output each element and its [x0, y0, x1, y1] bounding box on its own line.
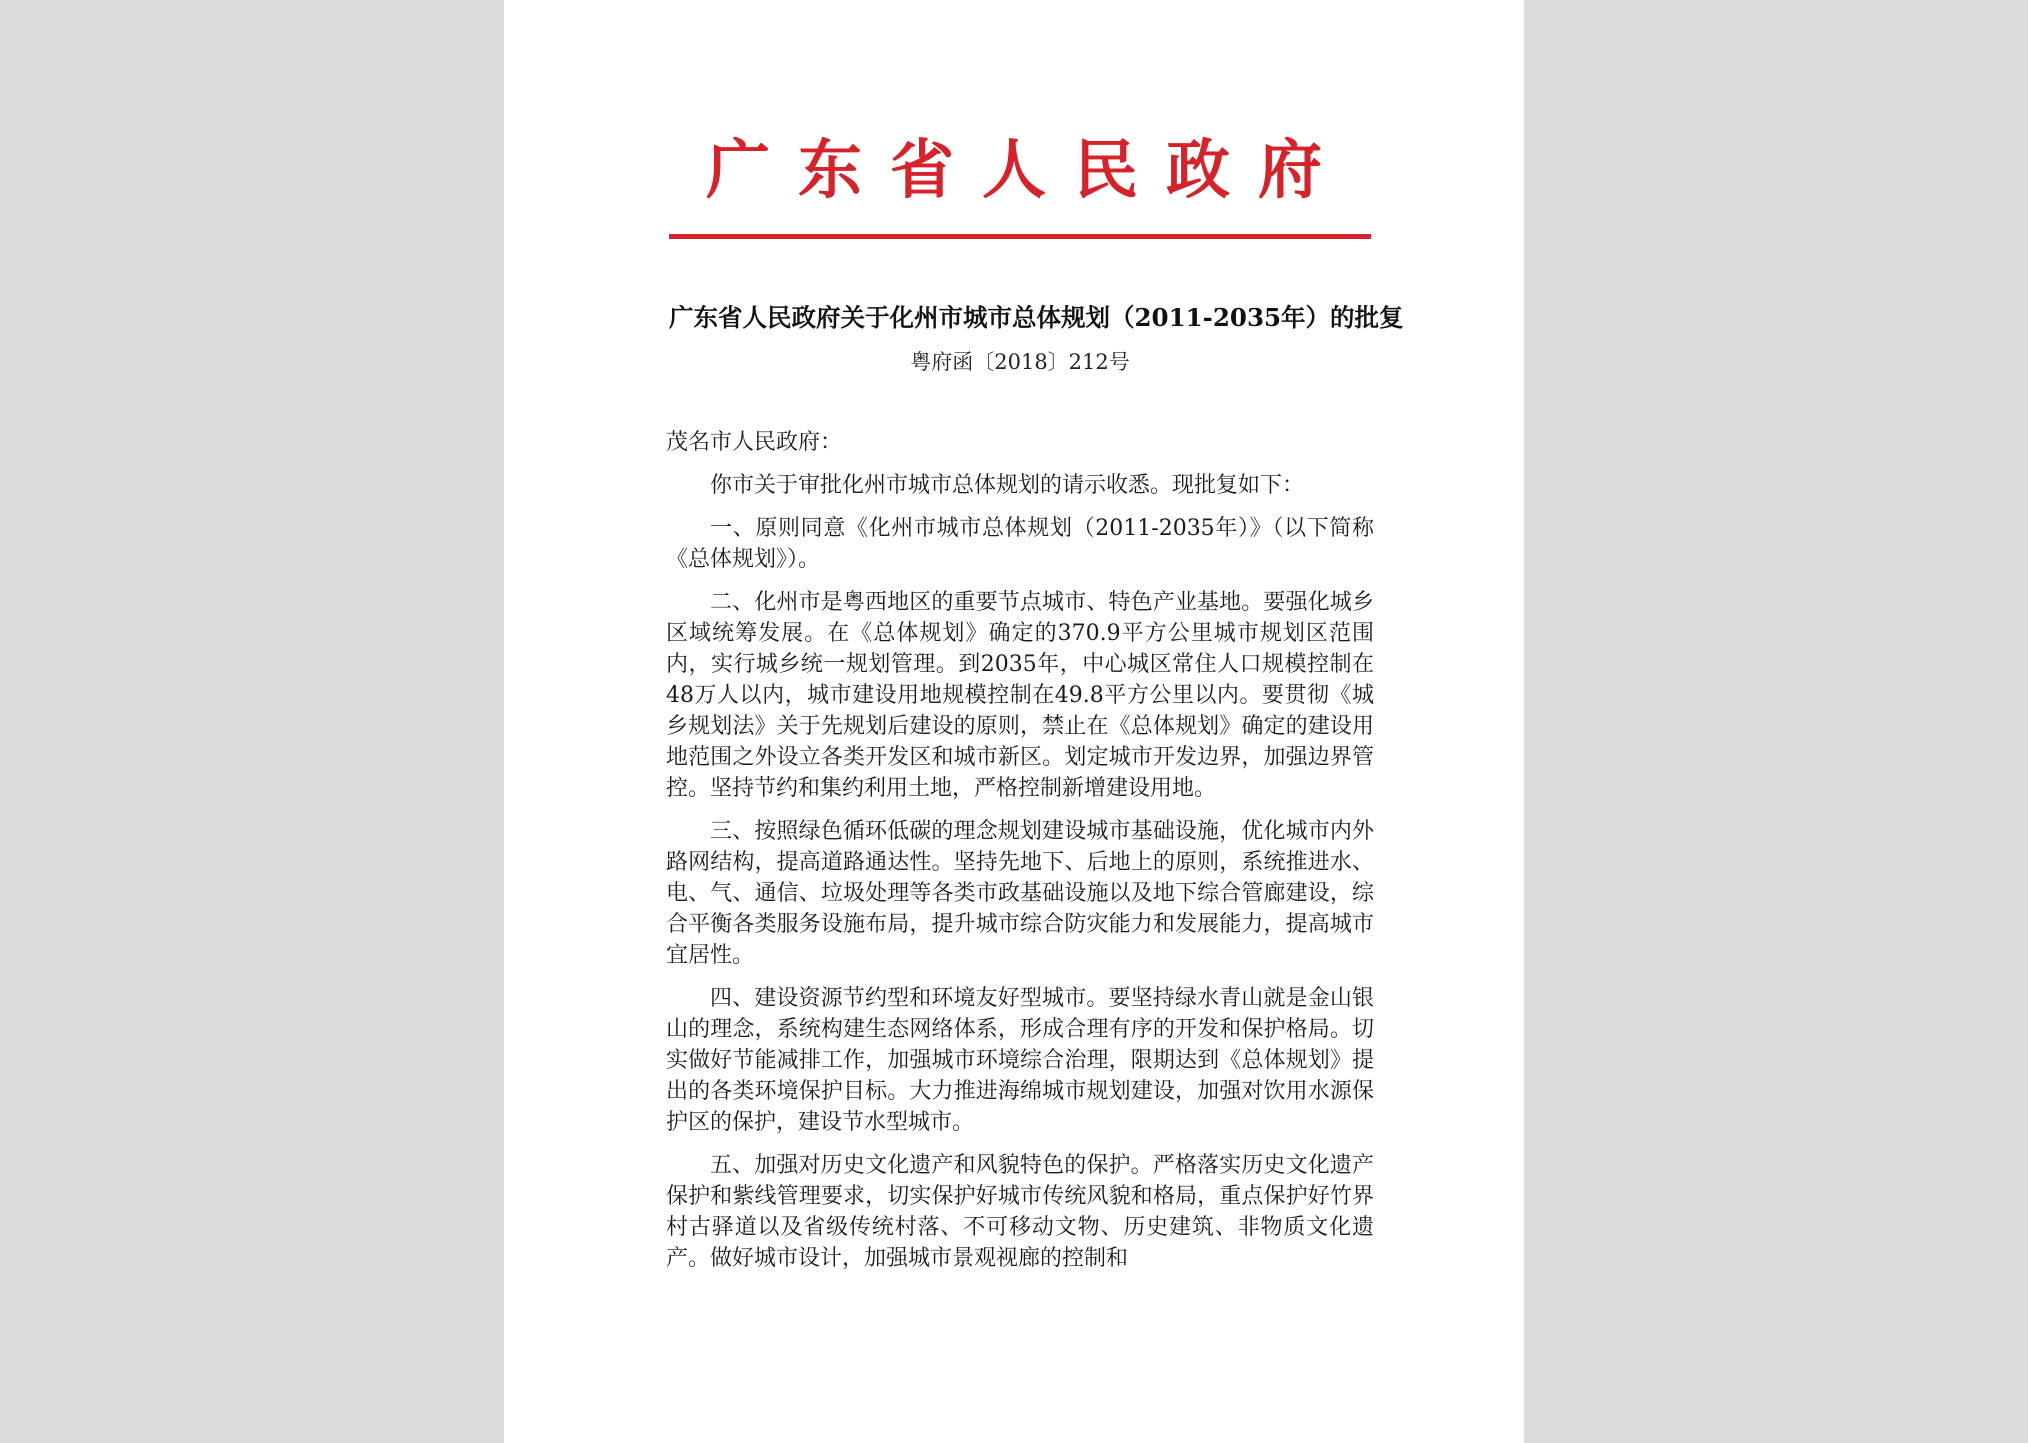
document-number: 粤府函〔2018〕212号 [910, 350, 1130, 374]
red-divider-line [669, 234, 1371, 239]
salutation: 茂名市人民政府： [666, 430, 843, 455]
paragraph-reply-intro: 你市关于审批化州市城市总体规划的请示收悉。现批复如下： [710, 473, 1305, 498]
paragraph-5: 五、加强对历史文化遗产和风貌特色的保护。严格落实历史文化遗产保护和紫线管理要求，切实保护好城市传统风貌和格局，重点保护好竹界村古驿道以及省级传统村落、不可移动文物、历史建筑、非物质文化遗产。做好城市设计，加强城市景观视廊的控制和 [666, 1153, 1374, 1271]
paragraph-1: 一、原则同意《化州市城市总体规划（2011-2035年）》（以下简称《总体规划》）。 [666, 516, 1374, 572]
paragraph-2: 二、化州市是粤西地区的重要节点城市、特色产业基地。要强化城乡区域统筹发展。在《总体规划》确定的370.9平方公里城市规划区范围内，实行城乡统一规划管理。到2035年，中心城区常住人口规模控制在48万人以内，城市建设用地规模控制在49.8平方公里以内。要贯彻《城乡规划法》关于先规划后建设的原则，禁止在《总体规划》确定的建设用地范围之外设立各类开发区和城市新区。划定城市开发边界，加强边界管控。坚持节约和集约利用土地，严格控制新增建设用地。 [666, 590, 1374, 801]
paragraph-3: 三、按照绿色循环低碳的理念规划建设城市基础设施，优化城市内外路网结构，提高道路通达性。坚持先地下、后地上的原则，系统推进水、电、气、通信、垃圾处理等各类市政基础设施以及地下综合管廊建设，综合平衡各类服务设施布局，提升城市综合防灾能力和发展能力，提高城市宜居性。 [666, 819, 1374, 968]
document-page [504, 0, 1524, 1443]
document-body [666, 427, 1374, 1286]
document-title: 广东省人民政府关于化州市城市总体规划（2011-2035年）的批复 [669, 303, 1404, 332]
paragraph-4: 四、建设资源节约型和环境友好型城市。要坚持绿水青山就是金山银山的理念，系统构建生态网络体系，形成合理有序的开发和保护格局。切实做好节能减排工作，加强城市环境综合治理，限期达到《总体规划》提出的各类环境保护目标。大力推进海绵城市规划建设，加强对饮用水源保护区的保护，建设节水型城市。 [666, 986, 1374, 1135]
masthead: 广东省人民政府 [706, 134, 1350, 208]
